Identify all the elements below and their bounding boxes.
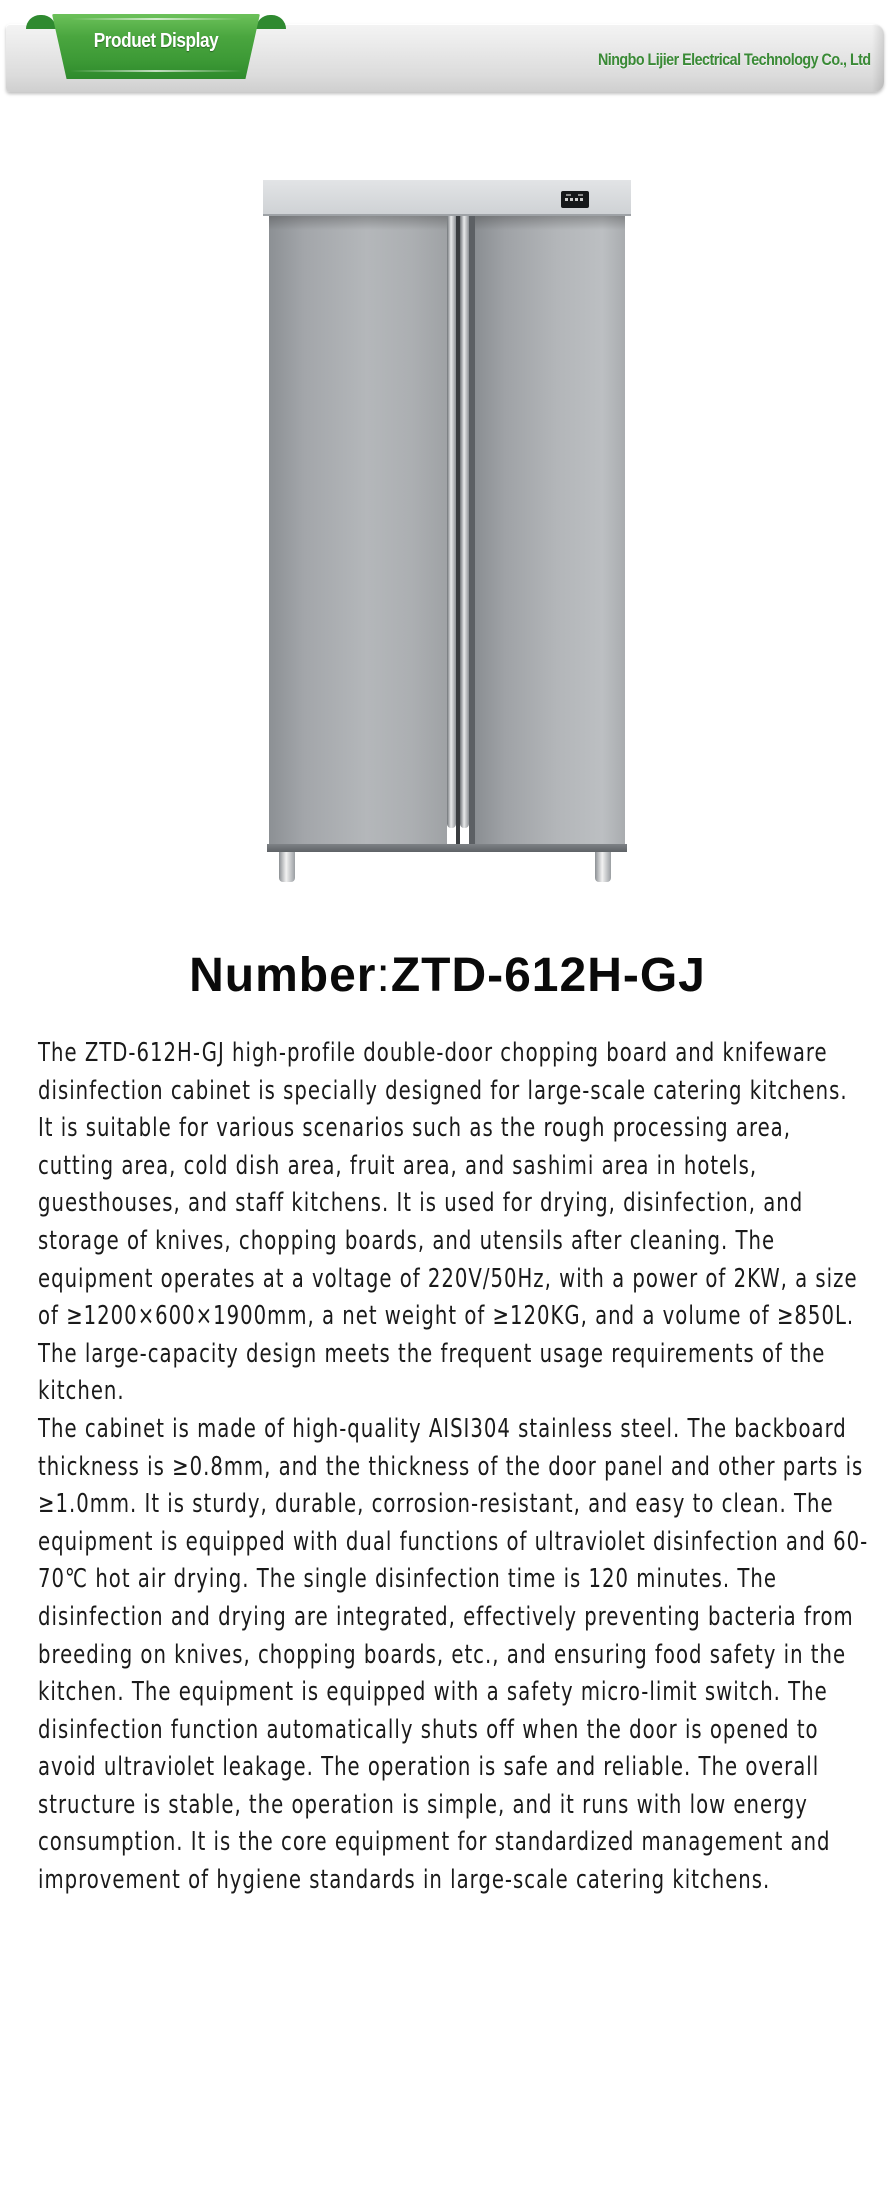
cabinet-door-right xyxy=(475,216,625,846)
product-number-title xyxy=(0,948,895,1003)
title-label: Number xyxy=(189,949,377,1002)
cabinet-base xyxy=(267,844,627,852)
cabinet-door-left xyxy=(269,216,447,846)
description-paragraph: The cabinet is made of high-quality AISI304 stainless steel. The backboard thickness is ≥0.8mm, and the thickness of the door panel and other parts is ≥1.0mm. It is sturdy, durable, corrosion-resistant, and easy to clean. The equipment is equipped with dual functions of ultraviolet disinfection and 60-70℃ hot air drying. The single disinfection time is 120 minutes. The disinfection and drying are integrated, effectively preventing bacteria from breeding on knives, chopping boards, etc., and ensuring food safety in the kitchen. The equipment is equipped with a safety micro-limit switch. The disinfection function automatically shuts off when the door is opened to avoid ultraviolet leakage. The operation is safe and reliable. The overall structure is stable, the operation is simple, and it runs with low energy consumption. It is the core equipment for standardized management and improvement of hygiene standards in large-scale catering kitchens. xyxy=(38,1413,869,1896)
ribbon-fold-left xyxy=(26,15,56,29)
company-name: Ningbo Lijier Electrical Technology Co., Ltd xyxy=(598,50,871,69)
ribbon-highlight-top xyxy=(70,18,242,20)
ribbon-fold-right xyxy=(256,15,286,29)
model-number: ZTD-612H-GJ xyxy=(390,949,706,1002)
product-description xyxy=(38,1035,868,1900)
cabinet-leg-right xyxy=(595,852,611,882)
ribbon-highlight-bottom xyxy=(70,70,242,72)
door-handle-right xyxy=(460,216,469,828)
section-title: Produet Display xyxy=(93,30,219,52)
door-handle-left xyxy=(447,216,456,828)
panel-buttons xyxy=(565,198,585,201)
control-panel-icon xyxy=(561,191,589,208)
description-paragraph: The ZTD-612H-GJ high-profile double-door chopping board and knifeware disinfection cabinet is specially designed for large-scale catering kitchens. It is suitable for various scenarios such as the rough processing area, cutting area, cold dish area, fruit area, and sashimi area in hotels, guesthouses, and staff kitchens. It is used for drying, disinfection, and storage of knives, chopping boards, and utensils after cleaning. The equipment operates at a voltage of 220V/50Hz, with a power of 2KW, a size of ≥1200×600×1900mm, a net weight of ≥120KG, and a volume of ≥850L. The large-capacity design meets the frequent usage requirements of the kitchen. xyxy=(38,1038,858,1407)
title-separator: : xyxy=(376,949,391,1002)
panel-indicator xyxy=(578,194,583,196)
product-image xyxy=(263,180,631,885)
panel-indicator xyxy=(566,194,571,196)
cabinet-leg-left xyxy=(279,852,295,882)
